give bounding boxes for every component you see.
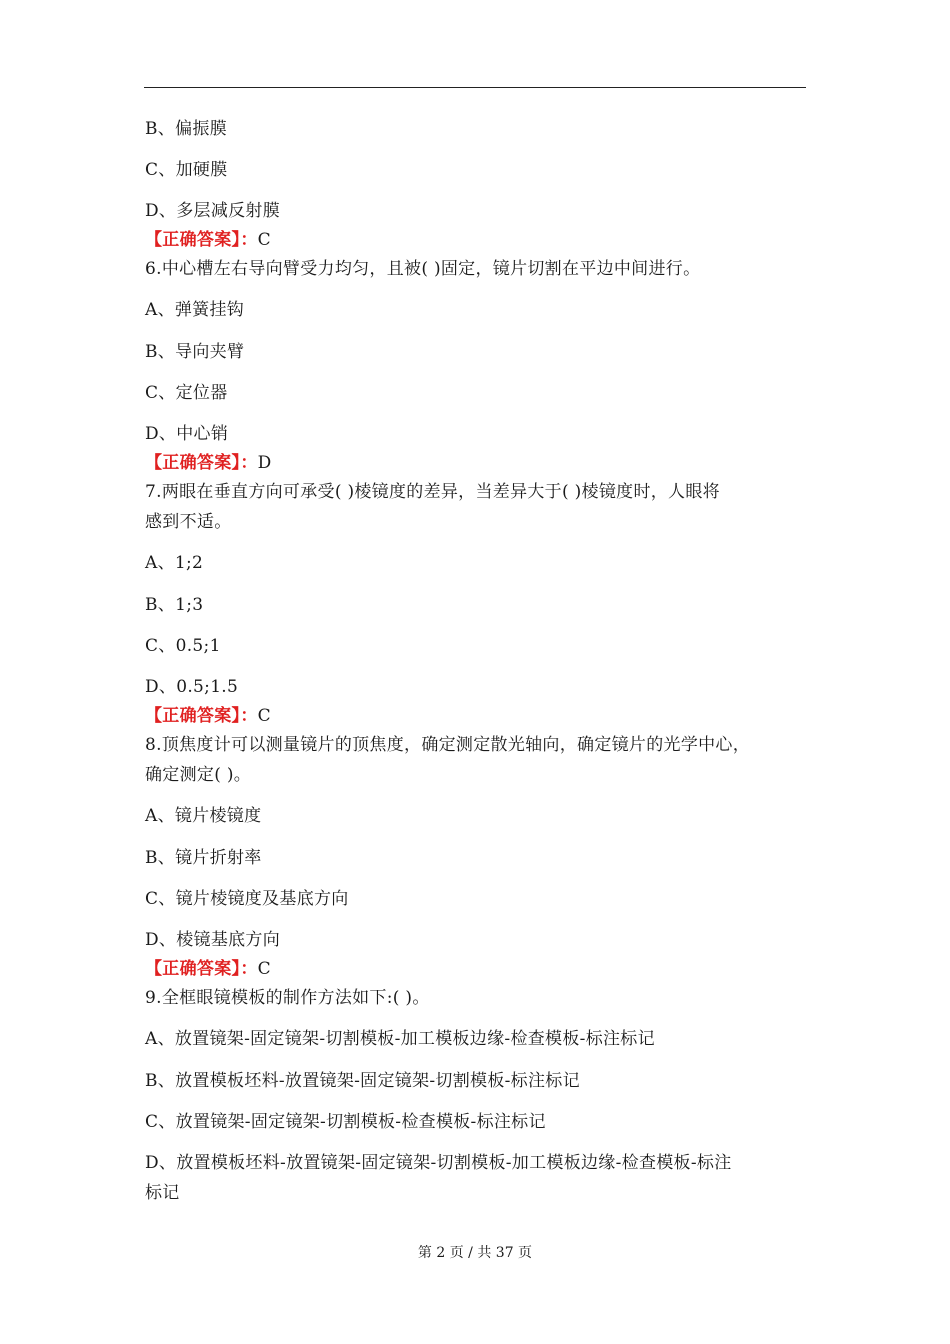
q7-option-a: A、1;2 <box>145 553 204 573</box>
q8-option-a: A、镜片棱镜度 <box>145 806 262 826</box>
answer-value: D <box>257 453 272 473</box>
q8-option-d: D、棱镜基底方向 <box>145 930 281 950</box>
answer-value: C <box>257 959 271 979</box>
answer-colon: ： <box>240 959 258 979</box>
q7-option-c: C、0.5;1 <box>145 636 221 656</box>
answer-label: 【正确答案】 <box>145 230 241 250</box>
q8-answer <box>145 957 271 981</box>
q5-option-c: C、加硬膜 <box>145 160 228 180</box>
q6-option-b: B、导向夹臂 <box>145 342 245 362</box>
q9-option-b: B、放置模板坯料-放置镜架-固定镜架-切割模板-标注标记 <box>145 1071 580 1091</box>
header-rule <box>144 87 806 88</box>
q7-question-line1: 7.两眼在垂直方向可承受( )棱镜度的差异，当差异大于( )棱镜度时，人眼将 <box>145 482 720 502</box>
q7-answer <box>145 704 271 728</box>
q7-option-b: B、1;3 <box>145 595 204 615</box>
q6-answer <box>145 451 272 475</box>
q6-option-d: D、中心销 <box>145 424 229 444</box>
q6-option-c: C、定位器 <box>145 383 228 403</box>
answer-colon: ： <box>240 230 258 250</box>
q9-option-d-line1: D、放置模板坯料-放置镜架-固定镜架-切割模板-加工模板边缘-检查模板-标注 <box>145 1153 732 1173</box>
answer-value: C <box>257 230 271 250</box>
q8-question-line2: 确定测定( )。 <box>145 765 252 785</box>
q6-question: 6.中心槽左右导向臂受力均匀，且被( )固定，镜片切割在平边中间进行。 <box>145 259 701 279</box>
q8-option-c: C、镜片棱镜度及基底方向 <box>145 889 349 909</box>
q5-answer <box>145 228 271 252</box>
q9-option-c: C、放置镜架-固定镜架-切割模板-检查模板-标注标记 <box>145 1112 546 1132</box>
answer-colon: ： <box>240 453 258 473</box>
q9-option-d-line2: 标记 <box>145 1183 180 1203</box>
q9-question: 9.全框眼镜模板的制作方法如下:( )。 <box>145 988 430 1008</box>
answer-label: 【正确答案】 <box>145 959 241 979</box>
q7-question-line2: 感到不适。 <box>145 512 232 532</box>
page-footer: 第 2 页 / 共 37 页 <box>417 1245 533 1261</box>
q5-option-d: D、多层减反射膜 <box>145 201 281 221</box>
q6-option-a: A、弹簧挂钩 <box>145 300 245 320</box>
q8-option-b: B、镜片折射率 <box>145 848 262 868</box>
answer-label: 【正确答案】 <box>145 453 241 473</box>
answer-label: 【正确答案】 <box>145 706 241 726</box>
answer-colon: ： <box>240 706 258 726</box>
q8-question-line1: 8.顶焦度计可以测量镜片的顶焦度，确定测定散光轴向，确定镜片的光学中心， <box>145 735 751 755</box>
answer-value: C <box>257 706 271 726</box>
q5-option-b: B、偏振膜 <box>145 119 227 139</box>
q7-option-d: D、0.5;1.5 <box>145 677 239 697</box>
q9-option-a: A、放置镜架-固定镜架-切割模板-加工模板边缘-检查模板-标注标记 <box>145 1029 655 1049</box>
